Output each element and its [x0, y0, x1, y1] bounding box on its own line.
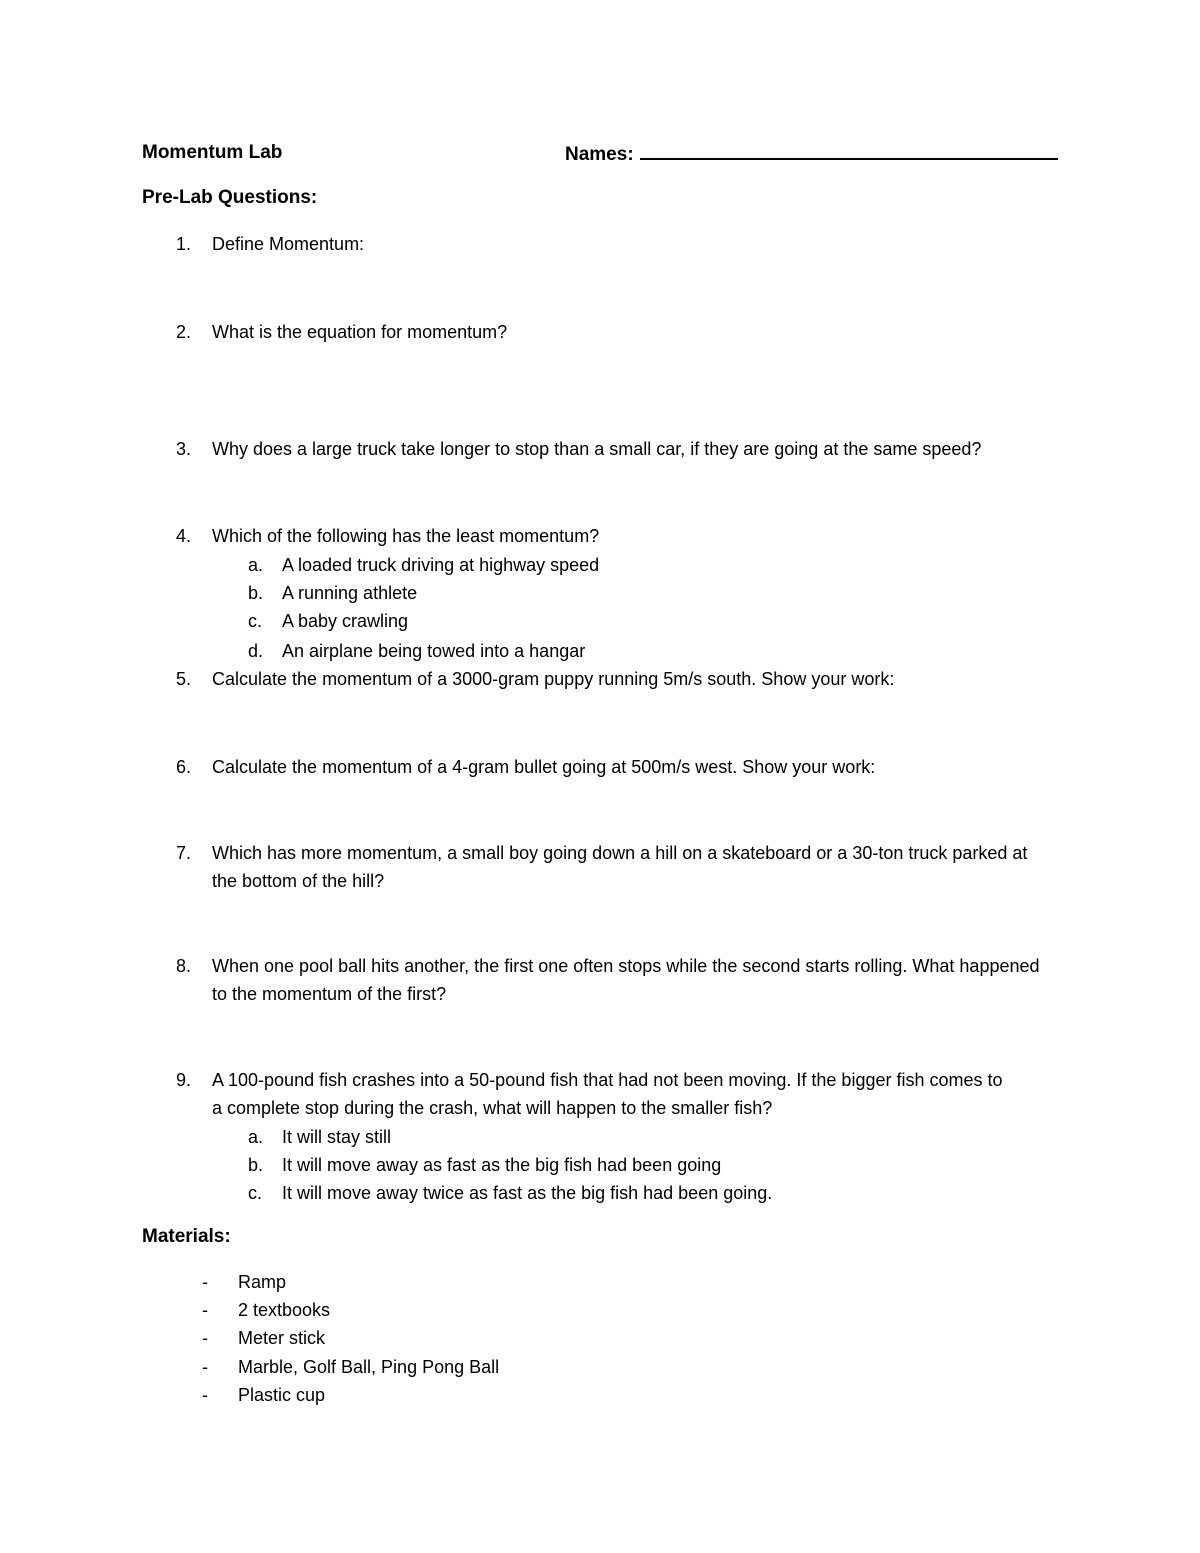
materials-item-text: 2 textbooks	[238, 1300, 331, 1320]
question-text: A 100-pound fish crashes into a 50-pound fish that had not been moving. If the bigger fish comes to a complete stop during the crash, what will happen to the smaller fish?	[212, 1070, 1003, 1118]
materials-item-text: Ramp	[238, 1272, 287, 1292]
question-number: 7.	[176, 843, 192, 863]
question-text: Why does a large truck take longer to stop than a small car, if they are going at the same speed?	[212, 439, 982, 459]
option-letter: a.	[248, 1127, 264, 1147]
option-text: A baby crawling	[282, 611, 409, 631]
option-text: It will move away twice as fast as the big fish had been going.	[282, 1183, 773, 1203]
question-text: Which has more momentum, a small boy going down a hill on a skateboard or a 30-ton truck parked at the bottom of the hill?	[212, 843, 1028, 891]
option-letter: b.	[248, 583, 264, 603]
page-title: Momentum Lab	[142, 142, 283, 163]
question-number: 2.	[176, 322, 192, 342]
option-letter: a.	[248, 555, 264, 575]
question-text: Calculate the momentum of a 4-gram bullet going at 500m/s west. Show your work:	[212, 757, 876, 777]
option-letter: c.	[248, 611, 263, 631]
materials-item-text: Meter stick	[238, 1328, 326, 1348]
bullet-dash: -	[202, 1300, 208, 1320]
question-number: 5.	[176, 669, 192, 689]
names-label: Names:	[565, 144, 634, 165]
question-text: Define Momentum:	[212, 234, 365, 254]
names-field	[565, 142, 1058, 166]
option-text: A loaded truck driving at highway speed	[282, 555, 600, 575]
bullet-dash: -	[202, 1272, 208, 1292]
question-number: 4.	[176, 526, 192, 546]
question-number: 3.	[176, 439, 192, 459]
option-text: It will move away as fast as the big fish had been going	[282, 1155, 722, 1175]
bullet-dash: -	[202, 1385, 208, 1405]
option-letter: d.	[248, 641, 264, 661]
prelab-heading: Pre-Lab Questions:	[142, 187, 318, 208]
option-text: It will stay still	[282, 1127, 392, 1147]
bullet-dash: -	[202, 1357, 208, 1377]
bullet-dash: -	[202, 1328, 208, 1348]
question-number: 9.	[176, 1070, 192, 1090]
question-text: When one pool ball hits another, the first one often stops while the second starts rolling. What happened to the momentum of the first?	[212, 956, 1040, 1004]
question-number: 8.	[176, 956, 192, 976]
names-blank-line	[640, 142, 1058, 160]
option-letter: b.	[248, 1155, 264, 1175]
question-text: Which of the following has the least momentum?	[212, 526, 600, 546]
option-text: A running athlete	[282, 583, 418, 603]
option-letter: c.	[248, 1183, 263, 1203]
title-row	[142, 142, 1062, 170]
materials-item-text: Plastic cup	[238, 1385, 326, 1405]
question-text: Calculate the momentum of a 3000-gram puppy running 5m/s south. Show your work:	[212, 669, 895, 689]
question-number: 1.	[176, 234, 192, 254]
question-text: What is the equation for momentum?	[212, 322, 508, 342]
materials-heading: Materials:	[142, 1226, 231, 1247]
materials-item-text: Marble, Golf Ball, Ping Pong Ball	[238, 1357, 500, 1377]
question-number: 6.	[176, 757, 192, 777]
option-text: An airplane being towed into a hangar	[282, 641, 586, 661]
